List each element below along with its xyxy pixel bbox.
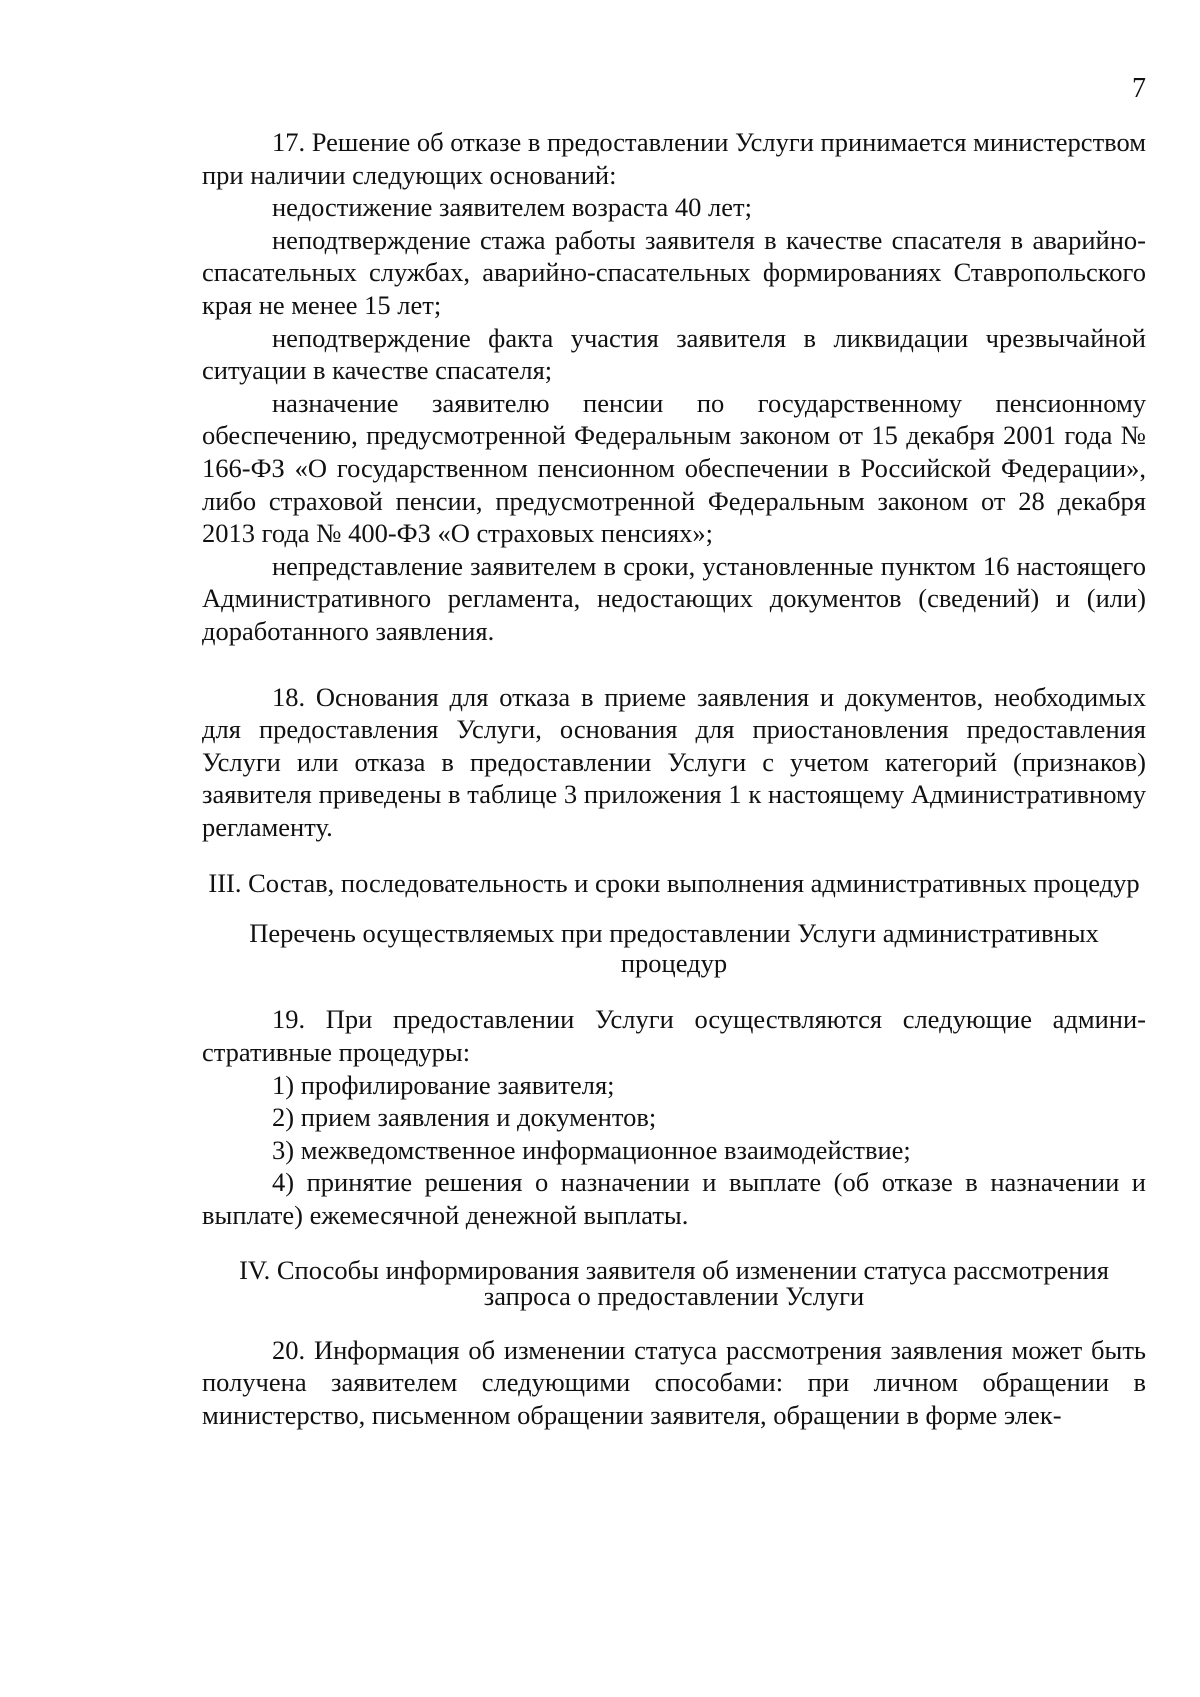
section-17-item: непредставление заявителем в сроки, установленные пунктом 16 настоящего Административного регламента, недостающих документов (сведений) и (или) доработанного заявления. bbox=[202, 550, 1146, 646]
section-19-item: 3) межведомственное информационное взаимодействие; bbox=[272, 1134, 911, 1165]
section-17-item: неподтверждение факта участия заявителя в ликвидации чрезвычайной ситуации в качестве спасателя; bbox=[202, 322, 1146, 386]
chapter-3-title: III. Состав, последовательность и сроки выполнения административных процедур bbox=[208, 868, 1140, 899]
spacer bbox=[202, 1309, 1146, 1334]
section-17-item: недостижение заявителем возраста 40 лет; bbox=[272, 192, 752, 223]
spacer bbox=[202, 898, 1146, 918]
section-17-intro: 17. Решение об отказе в предоставлении Услуги принимается министерством при наличии следующих оснований: bbox=[202, 127, 1146, 190]
section-19-item: 1) профилирование заявителя; bbox=[272, 1069, 615, 1100]
spacer bbox=[202, 1232, 1146, 1257]
spacer bbox=[202, 648, 1146, 681]
spacer bbox=[202, 978, 1146, 1003]
page-number: 7 bbox=[1132, 73, 1146, 104]
chapter-4-title: IV. Способы информирования заявителя об изменении статуса рассмотрения запроса о предоставлении Услуги bbox=[239, 1254, 1109, 1311]
section-17-item: назначение заявителю пенсии по государственному пенсионному обеспечению, предусмотренной Федеральным законом от 15 декабря 2001 года № 166-ФЗ «О государственном пенсионном обеспечении в Российской Федерации», либо страховой пенсии, предусмотренной Федеральным законом от 28 декабря 2013 года № 400-ФЗ «О страховых пенсиях»; bbox=[202, 387, 1146, 549]
section-19-item: 2) прием заявления и документов; bbox=[272, 1102, 657, 1133]
section-19-intro: 19. При предоставлении Услуги осуществляются следующие административные процедуры: bbox=[202, 1004, 1146, 1068]
spacer bbox=[202, 843, 1146, 868]
section-19-item: 4) принятие решения о назначении и выплате (об отказе в назначении и выплате) ежемесячной денежной выплаты. bbox=[202, 1167, 1146, 1231]
section-17-item: неподтверждение стажа работы заявителя в качестве спасателя в аварийно-спасательных службах, аварийно-спасательных формированиях Ставропольского края не менее 15 лет; bbox=[202, 224, 1146, 320]
section-18-paragraph: 18. Основания для отказа в приеме заявления и документов, необходимых для предоставления Услуги, основания для приостановления предоставления Услуги или отказа в предоставлении Услуги с учетом категорий (признаков) заявителя приведены в таблице 3 приложения 1 к настоящему Административному регламенту. bbox=[202, 681, 1146, 842]
section-20-paragraph: 20. Информация об изменении статуса рассмотрения заявления может быть получена заявителем следующими способами: при личном обращении в министерство, письменном обращении заявителя, обращении в форме элек- bbox=[202, 1334, 1146, 1430]
chapter-3-subtitle: Перечень осуществляемых при предоставлении Услуги административных процедур bbox=[249, 918, 1099, 979]
document-body bbox=[202, 126, 1146, 1431]
